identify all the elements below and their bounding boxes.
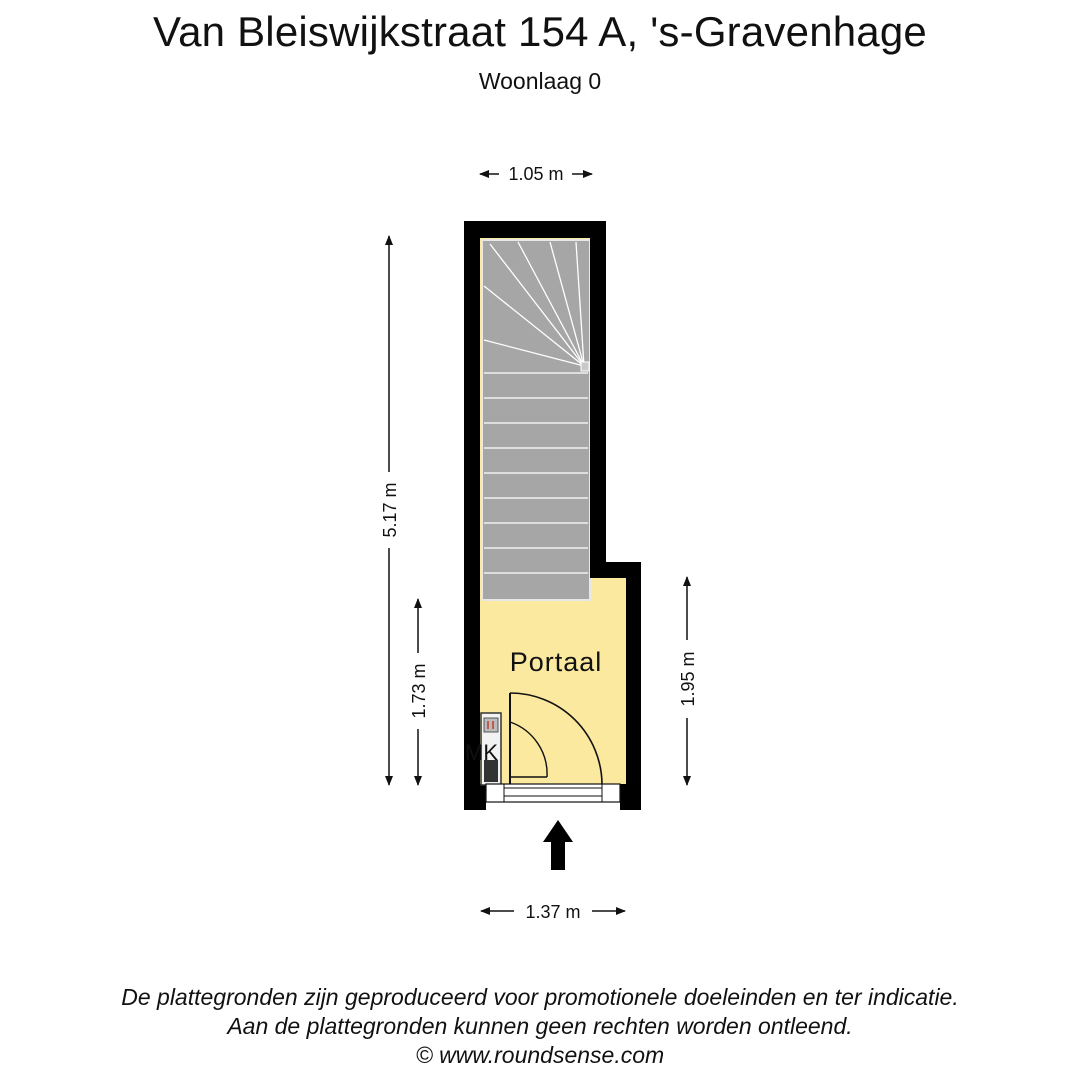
meter-cupboard-label: MK <box>465 740 498 765</box>
copyright-line: © www.roundsense.com <box>415 1042 665 1068</box>
room-label-portaal: Portaal <box>509 647 603 677</box>
floor-level-label: Woonlaag 0 <box>478 68 602 94</box>
dimension-bottom-width <box>481 902 625 922</box>
disclaimer-line: De plattegronden zijn geproduceerd voor promotionele doeleinden en ter indicatie. <box>121 984 959 1010</box>
disclaimer-line: Aan de plattegronden kunnen geen rechten worden ontleend. <box>227 1013 853 1039</box>
dimension-portaal-left <box>409 599 429 785</box>
staircase <box>482 240 590 600</box>
dimension-label: 1.37 m <box>525 902 581 922</box>
dimension-portaal-right <box>678 577 698 785</box>
page-title: Van Bleiswijkstraat 154 A, 's-Gravenhage <box>153 8 927 55</box>
dimension-label: 1.05 m <box>508 164 564 184</box>
dimension-label: 5.17 m <box>380 482 400 538</box>
dimension-label: 1.73 m <box>409 663 429 719</box>
dimension-top-width <box>480 164 592 184</box>
threshold <box>486 784 620 802</box>
disclaimer <box>0 983 1080 1070</box>
dimension-total-length <box>380 236 400 785</box>
dimension-label: 1.95 m <box>678 651 698 707</box>
entrance-arrow-icon <box>543 820 573 870</box>
